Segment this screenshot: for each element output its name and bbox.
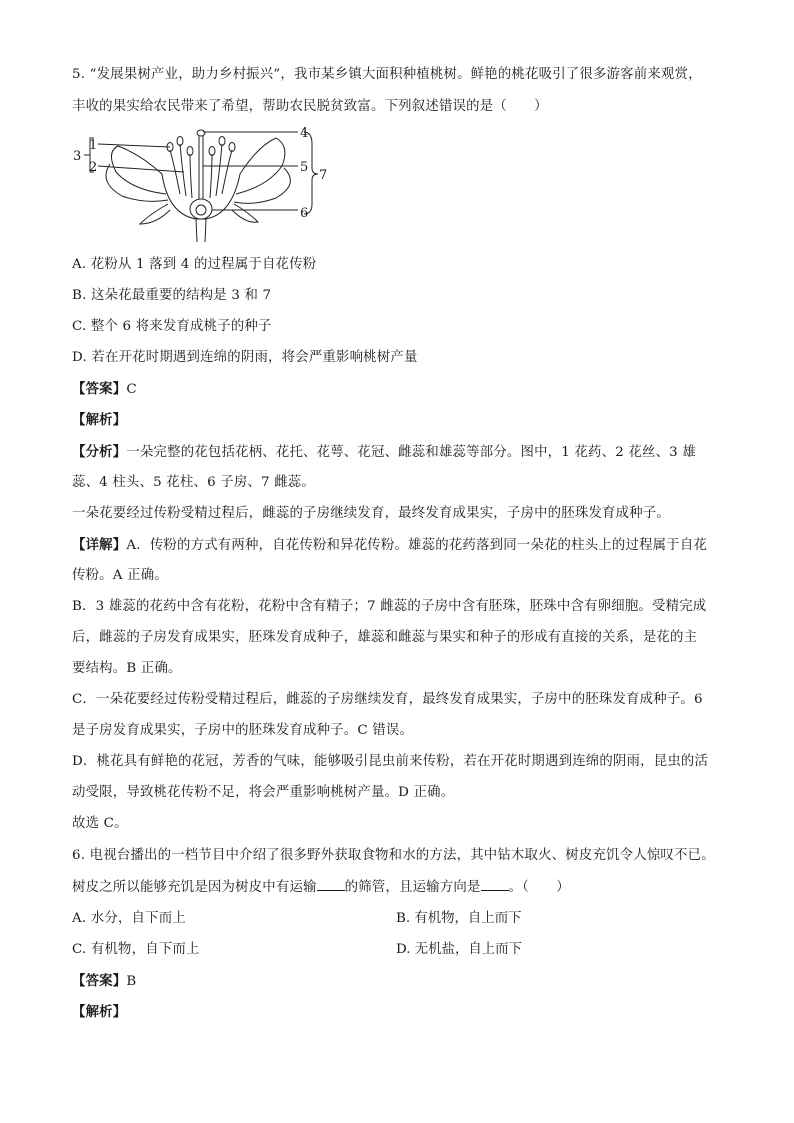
q5-fenxi-line3: 一朵花要经过传粉受精过程后，雌蕊的子房继续发育，最终发育成果实，子房中的胚珠发育成种子。 (72, 506, 670, 521)
stamen-filament (180, 144, 186, 196)
q5-option-a: A. 花粉从 1 落到 4 的过程属于自花传粉 (72, 257, 317, 272)
ovary-shape (190, 199, 212, 219)
q6-option-c: C. 有机物，自下而上 (72, 942, 200, 957)
q5-xiangjie-d2: 动受限，导致桃花传粉不足，将会严重影响桃树产量。D 正确。 (72, 785, 455, 800)
q5-stem-line2: 丰收的果实给农民带来了希望，帮助农民脱贫致富。下列叙述错误的是（ ） (72, 99, 548, 114)
stigma-shape (197, 130, 205, 136)
right-sepal (232, 204, 258, 222)
q5-xiangjie-c1: C．一朵花要经过传粉受精过程后，雌蕊的子房继续发育，最终发育成果实，子房中的胚珠发育成种子。6 (72, 692, 703, 707)
q6-stem-part3: 。（ ） (508, 880, 570, 895)
q5-stem-line1: 5. “发展果树产业，助力乡村振兴”，我市某乡镇大面积种植桃树。鲜艳的桃花吸引了很多游客前来观赏， (72, 67, 702, 82)
right-lower-petal (234, 168, 290, 203)
q6-option-a: A. 水分，自下而上 (72, 911, 186, 926)
label-3: 3 (73, 149, 82, 164)
label-4: 4 (300, 126, 309, 141)
label-7: 7 (319, 168, 328, 183)
label-6: 6 (300, 206, 309, 221)
q5-conclusion: 故选 C。 (72, 816, 128, 831)
q6-option-d: D. 无机盐，自上而下 (396, 942, 522, 957)
answer-tag: 【答案】 (72, 381, 127, 397)
answer-tag: 【答案】 (72, 973, 127, 989)
q6-analysis-tag: 【解析】 (72, 1004, 127, 1020)
q5-xiangjie-c2: 是子房发育成果实，子房中的胚珠发育成种子。C 错误。 (72, 723, 414, 738)
q5-xiangjie-d1: D．桃花具有鲜艳的花冠，芳香的气味，能够吸引昆虫前来传粉，若在开花时期遇到连绵的阴雨，昆虫的活 (72, 754, 709, 769)
left-sepal (140, 204, 170, 224)
q6-stem-line2 (72, 878, 570, 897)
style-stroke (199, 136, 203, 199)
q5-option-c: C. 整个 6 将来发育成桃子的种子 (72, 319, 272, 334)
xiangjie-text: A．传粉的方式有两种，自花传粉和异花传粉。雄蕊的花药落到同一朵花的柱头上的过程属于自花 (126, 538, 708, 553)
q5-xiangjie-a1 (72, 536, 707, 555)
answer-value: C (126, 382, 137, 397)
pedicel-stroke (196, 219, 206, 242)
fill-blank-1 (317, 878, 345, 891)
q5-analysis-tag: 【解析】 (72, 412, 127, 428)
q6-option-b: B. 有机物，自上而下 (396, 911, 522, 926)
q5-fenxi-line1 (72, 443, 696, 462)
leader-line-2 (98, 166, 184, 172)
answer-value: B (126, 974, 137, 989)
q6-answer-line (72, 972, 136, 991)
fenxi-text: 一朵完整的花包括花柄、花托、花萼、花冠、雌蕊和雄蕊等部分。图中，1 花药、2 花丝、3 雄 (126, 445, 696, 460)
fill-blank-2 (481, 878, 509, 891)
label-5: 5 (300, 160, 309, 175)
q6-stem-line1: 6. 电视台播出的一档节目中介绍了很多野外获取食物和水的方法，其中钻木取火、树皮充饥令人惊叹不已。 (72, 848, 715, 863)
q5-option-b: B. 这朵花最重要的结构是 3 和 7 (72, 288, 272, 303)
stamen-filament (222, 150, 232, 194)
label-1: 1 (89, 138, 98, 153)
ovule-shape (196, 205, 206, 215)
q6-stem-part1: 树皮之所以能够充饥是因为树皮中有运输 (72, 880, 317, 895)
q5-xiangjie-b3: 要结构。B 正确。 (72, 661, 182, 676)
q5-option-d: D. 若在开花时期遇到连绵的阴雨，将会严重影响桃树产量 (72, 350, 418, 365)
fenxi-tag: 【分析】 (72, 444, 127, 460)
q5-fenxi-line2: 蕊、4 柱头、5 花柱、6 子房、7 雌蕊。 (72, 475, 315, 490)
stamen-filament (216, 144, 222, 196)
receptacle-outline (162, 174, 240, 219)
q5-xiangjie-b1: B．3 雄蕊的花药中含有花粉，花粉中含有精子；7 雌蕊的子房中含有胚珠，胚珠中含有卵细胞。受精完成 (72, 599, 707, 614)
stamen-filament (210, 154, 212, 198)
xiangjie-tag: 【详解】 (72, 537, 127, 553)
leader-line-1 (98, 144, 170, 147)
stamen-filament (190, 154, 192, 198)
q5-answer-line (72, 380, 137, 399)
label-2: 2 (89, 160, 98, 175)
q5-xiangjie-b2: 后，雌蕊的子房发育成果实，胚珠发育成种子，雄蕊和雌蕊与果实和种子的形成有直接的关系，是花的主 (72, 630, 698, 645)
q5-xiangjie-a2: 传粉。A 正确。 (72, 568, 168, 583)
q6-stem-part2: 的筛管，且运输方向是 (344, 880, 481, 895)
peach-flower-diagram (70, 124, 330, 246)
